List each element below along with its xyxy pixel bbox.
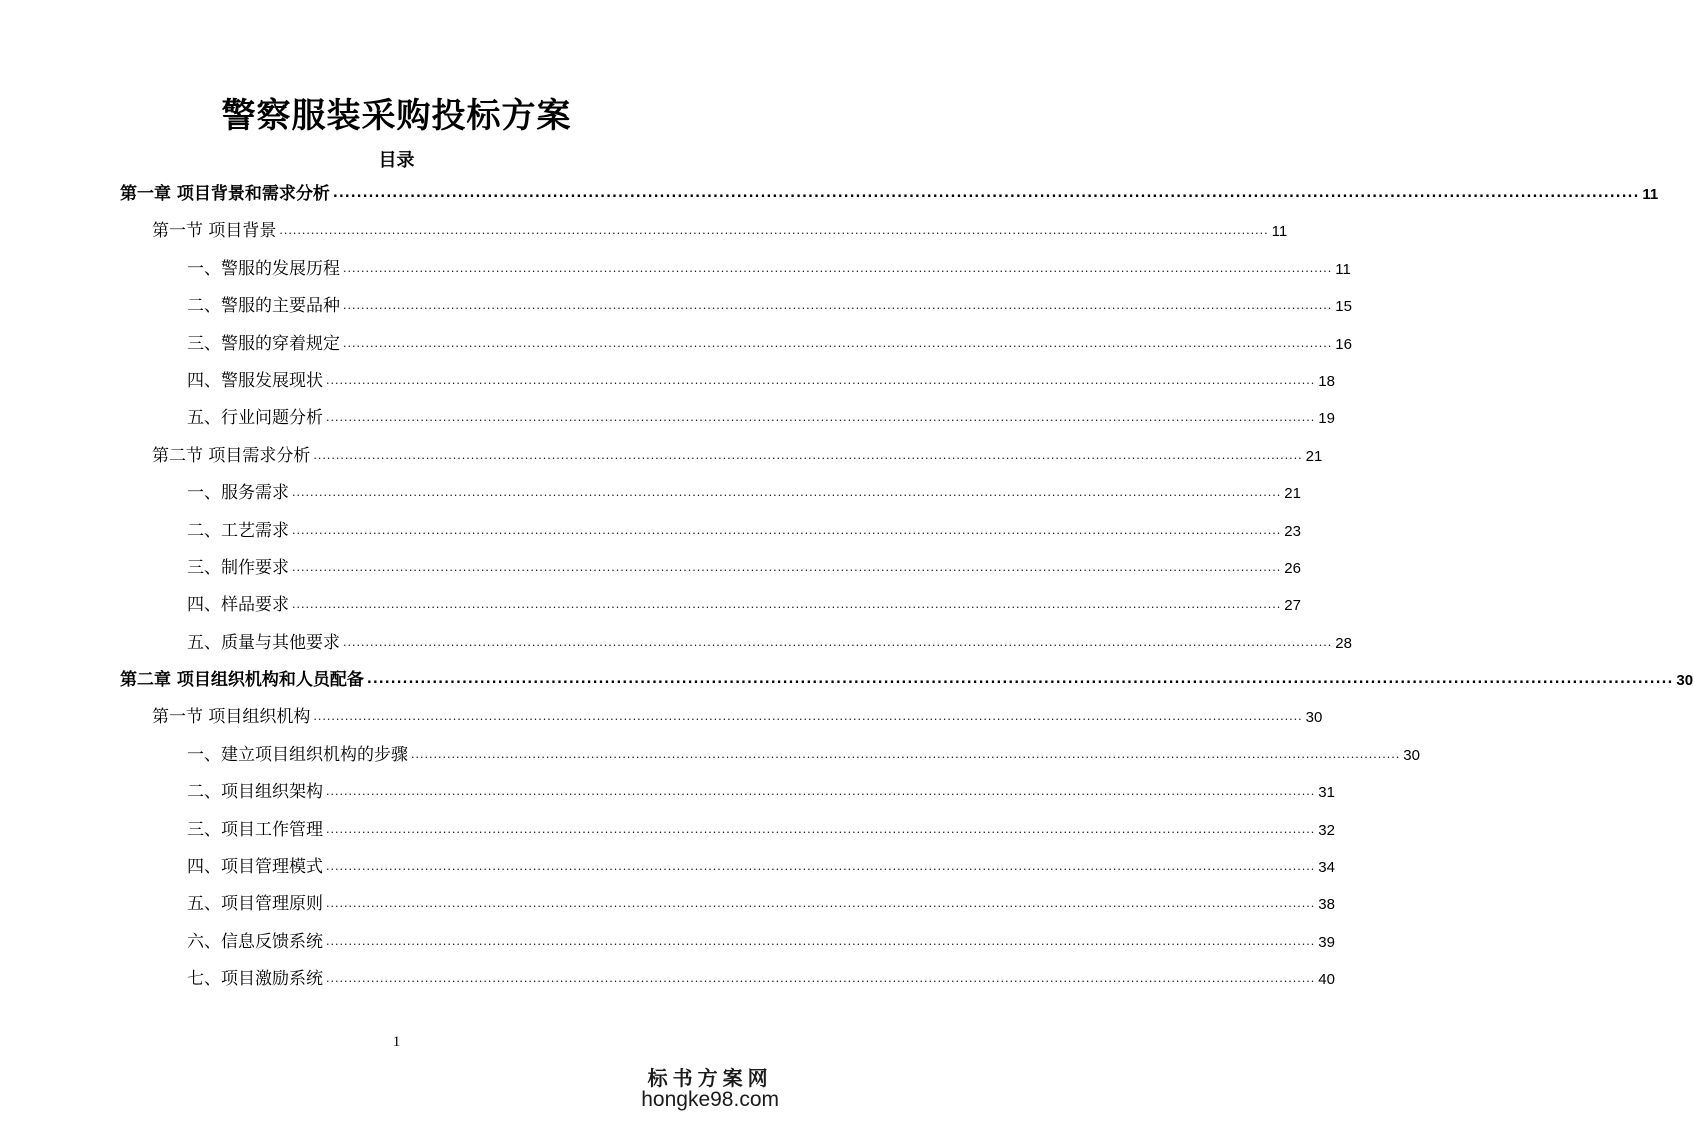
toc-leader-dots: ............................................................................................................................................................................................................................ — [292, 598, 1282, 612]
toc-entry-section-1-2[interactable] — [0, 438, 1323, 475]
toc-entry-text: 一、服务需求 — [187, 483, 289, 504]
toc-entry-text: 一、建立项目组织机构的步骤 — [187, 744, 408, 765]
toc-entry-page: 23 — [1284, 522, 1301, 540]
toc-entry-item[interactable] — [0, 737, 1420, 774]
toc-entry-text: 四、警服发展现状 — [187, 370, 323, 391]
toc-entry-text: 四、项目管理模式 — [187, 857, 323, 878]
toc-entry-text: 五、质量与其他要求 — [187, 632, 340, 653]
toc-entry-chapter-1[interactable] — [0, 176, 1659, 213]
toc-entry-page: 27 — [1284, 597, 1301, 615]
toc-leader-dots: ............................................................................................................................................................................................................................ — [279, 224, 1269, 238]
toc-entry-page: 19 — [1318, 410, 1335, 428]
toc-entry-text: 五、项目管理原则 — [187, 894, 323, 915]
toc-leader-dots: ............................................................................................................................................................................................................................ — [343, 299, 1333, 313]
toc-entry-section-2-1[interactable] — [0, 699, 1323, 736]
toc-entry-text: 三、项目工作管理 — [187, 819, 323, 840]
toc-entry-page: 28 — [1335, 634, 1352, 652]
toc-entry-page: 11 — [1335, 260, 1351, 278]
toc-entry-text: 二、项目组织架构 — [187, 782, 323, 803]
toc-entry-text: 第一节 项目背景 — [152, 221, 277, 242]
toc-leader-dots: ............................................................................................................................................................................................................................ — [292, 523, 1282, 537]
toc-entry-text: 三、警服的穿着规定 — [187, 333, 340, 354]
table-of-contents — [0, 176, 1693, 999]
toc-leader-dots: ............................................................................................................................................................................................................................ — [326, 822, 1316, 836]
toc-entry-text: 第一章 项目背景和需求分析 — [120, 184, 330, 204]
toc-heading: 目录 — [378, 150, 415, 171]
toc-leader-dots: ............................................................................................................................................................................................................................ — [326, 972, 1316, 986]
toc-leader-dots: ............................................................................................................................................................................................................................ — [366, 672, 1674, 688]
toc-leader-dots: ............................................................................................................................................................................................................................ — [326, 373, 1316, 387]
toc-leader-dots: ............................................................................................................................................................................................................................ — [313, 448, 1303, 462]
toc-entry-page: 21 — [1305, 447, 1323, 465]
toc-entry-page: 16 — [1335, 335, 1352, 353]
toc-entry-text: 二、工艺需求 — [187, 520, 289, 541]
toc-entry-text: 二、警服的主要品种 — [187, 296, 340, 317]
toc-leader-dots: ............................................................................................................................................................................................................................ — [326, 785, 1316, 799]
toc-entry-item[interactable] — [0, 550, 1301, 587]
toc-leader-dots: ............................................................................................................................................................................................................................ — [343, 635, 1333, 649]
toc-entry-item[interactable] — [0, 475, 1301, 512]
toc-entry-page: 30 — [1676, 672, 1693, 690]
toc-entry-text: 七、项目激励系统 — [187, 969, 323, 990]
toc-leader-dots: ............................................................................................................................................................................................................................ — [411, 747, 1401, 761]
toc-entry-text: 第二章 项目组织机构和人员配备 — [120, 670, 364, 691]
toc-entry-text: 一、警服的发展历程 — [187, 258, 340, 279]
toc-entry-item[interactable] — [0, 251, 1351, 288]
toc-entry-page: 30 — [1403, 746, 1420, 764]
toc-entry-chapter-2[interactable] — [0, 662, 1693, 699]
toc-entry-item[interactable] — [0, 924, 1335, 961]
toc-entry-page: 30 — [1305, 709, 1323, 727]
toc-leader-dots: ............................................................................................................................................................................................................................ — [326, 934, 1316, 948]
page-number: 1 — [392, 1034, 401, 1050]
site-watermark — [641, 1068, 779, 1111]
toc-leader-dots: ............................................................................................................................................................................................................................ — [326, 860, 1316, 874]
toc-entry-text: 第二节 项目需求分析 — [152, 445, 311, 466]
toc-entry-page: 26 — [1284, 559, 1301, 577]
toc-leader-dots: ............................................................................................................................................................................................................................ — [326, 411, 1316, 425]
toc-entry-text: 五、行业问题分析 — [187, 408, 323, 429]
toc-leader-dots: ............................................................................................................................................................................................................................ — [292, 560, 1282, 574]
toc-leader-dots: ............................................................................................................................................................................................................................ — [343, 261, 1333, 275]
toc-entry-page: 15 — [1335, 298, 1352, 316]
toc-entry-item[interactable] — [0, 513, 1301, 550]
toc-entry-text: 第一节 项目组织机构 — [152, 707, 311, 728]
toc-entry-text: 四、样品要求 — [187, 595, 289, 616]
toc-entry-page: 38 — [1318, 896, 1335, 914]
toc-entry-item[interactable] — [0, 625, 1352, 662]
toc-entry-page: 34 — [1318, 859, 1335, 877]
document-title: 警察服装采购投标方案 — [221, 96, 572, 136]
toc-entry-item[interactable] — [0, 849, 1335, 886]
toc-entry-item[interactable] — [0, 363, 1335, 400]
toc-leader-dots: ............................................................................................................................................................................................................................ — [343, 336, 1333, 350]
toc-entry-item[interactable] — [0, 774, 1335, 811]
toc-entry-text: 三、制作要求 — [187, 557, 289, 578]
toc-entry-item[interactable] — [0, 812, 1335, 849]
toc-entry-page: 11 — [1642, 186, 1659, 203]
toc-entry-page: 31 — [1318, 784, 1335, 802]
watermark-site-name: 标书方案网 — [647, 1066, 773, 1090]
toc-leader-dots: ............................................................................................................................................................................................................................ — [332, 186, 1640, 201]
toc-entry-text: 六、信息反馈系统 — [187, 931, 323, 952]
toc-leader-dots: ............................................................................................................................................................................................................................ — [313, 710, 1303, 724]
toc-entry-page: 39 — [1318, 933, 1335, 951]
toc-entry-section-1-1[interactable] — [0, 213, 1288, 250]
toc-entry-page: 21 — [1284, 485, 1301, 503]
toc-entry-item[interactable] — [0, 326, 1352, 363]
toc-entry-item[interactable] — [0, 587, 1301, 624]
toc-entry-page: 40 — [1318, 971, 1335, 989]
toc-leader-dots: ............................................................................................................................................................................................................................ — [292, 486, 1282, 500]
toc-entry-page: 11 — [1271, 223, 1288, 241]
toc-entry-item[interactable] — [0, 288, 1352, 325]
toc-entry-item[interactable] — [0, 400, 1335, 437]
toc-leader-dots: ............................................................................................................................................................................................................................ — [326, 897, 1316, 911]
toc-entry-item[interactable] — [0, 961, 1335, 998]
toc-entry-item[interactable] — [0, 886, 1335, 923]
toc-entry-page: 32 — [1318, 821, 1335, 839]
toc-entry-page: 18 — [1318, 372, 1335, 390]
watermark-site-url: hongke98.com — [641, 1088, 779, 1111]
